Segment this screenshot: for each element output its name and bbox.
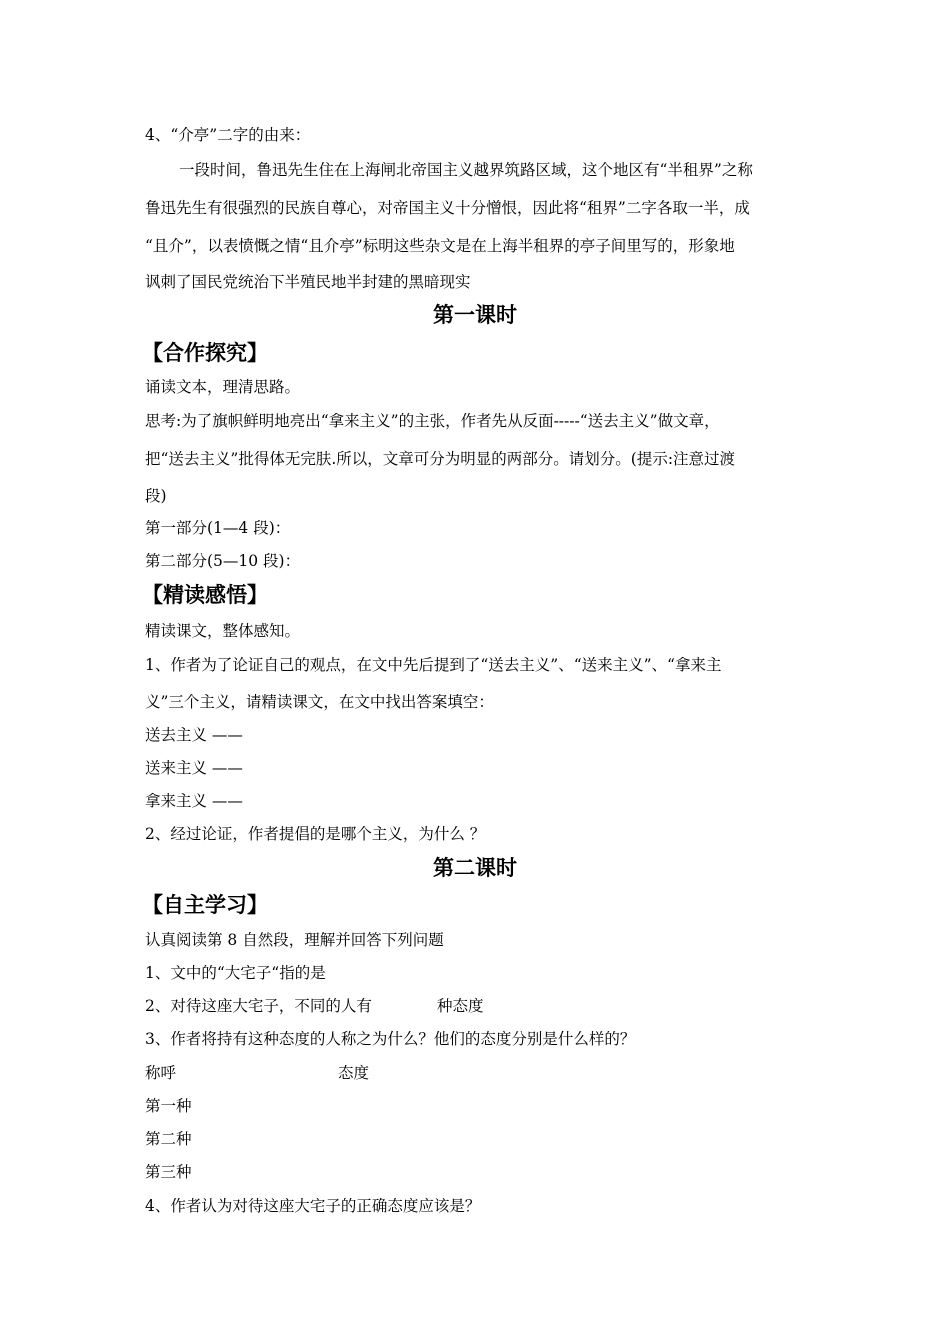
intro-paragraph-line: 鲁迅先生有很强烈的民族自尊心，对帝国主义十分憎恨，因此将“租界”二字各取一半，成 (145, 199, 750, 217)
cooperative-question-line: 段) (145, 487, 167, 505)
lesson2-title: 第二课时 (433, 856, 517, 880)
table-header-attitude: 态度 (338, 1064, 370, 1082)
close-reading-heading: 【精读感悟】 (142, 583, 268, 607)
cooperative-heading: 【合作探究】 (142, 341, 268, 365)
table-row-label: 第三种 (145, 1163, 192, 1181)
fill-item: 送来主义 —— (145, 759, 243, 777)
self-study-q1: 1、文中的“大宅子“指的是 (145, 964, 326, 982)
self-study-q4: 4、作者认为对待这座大宅子的正确态度应该是？ (145, 1197, 481, 1215)
table-header-name: 称呼 (145, 1064, 177, 1082)
table-row-label: 第一种 (145, 1097, 192, 1115)
table-row-label: 第二种 (145, 1130, 192, 1148)
intro-paragraph-line: 讽刺了国民党统治下半殖民地半封建的黑暗现实 (145, 273, 471, 291)
close-reading-instruction: 精读课文，整体感知。 (145, 622, 301, 640)
fill-item: 拿来主义 —— (145, 792, 243, 810)
close-reading-q2: 2、经过论证，作者提倡的是哪个主义，为什么 ？ (145, 825, 486, 843)
close-reading-q1-line: 义”三个主义，请精读课文，在文中找出答案填空： (145, 693, 494, 711)
self-study-q3: 3、作者将持有这种态度的人称之为什么？他们的态度分别是什么样的？ (145, 1030, 636, 1048)
cooperative-question-line: 把“送去主义”批得体无完肤.所以，文章可分为明显的两部分。请划分。(提示:注意过渡 (145, 450, 736, 468)
fill-item: 送去主义 —— (145, 726, 243, 744)
intro-paragraph-line: “且介”，以表愤慨之情“且介亭”标明这些杂文是在上海半租界的亭子间里写的，形象地 (145, 237, 735, 255)
intro-heading: 4、“介亭”二字的由来： (145, 126, 311, 144)
part2-label: 第二部分(5—10 段)： (145, 552, 301, 570)
close-reading-q1-line: 1、作者为了论证自己的观点，在文中先后提到了“送去主义”、“送来主义”、“拿来主 (145, 656, 722, 674)
cooperative-question-line: 思考:为了旗帜鲜明地亮出“拿来主义”的主张，作者先从反面-----“送去主义”做文章， (145, 412, 720, 430)
self-study-q2-prefix: 2、对待这座大宅子，不同的人有 (145, 997, 372, 1015)
intro-paragraph-line: 一段时间，鲁迅先生住在上海闸北帝国主义越界筑路区域，这个地区有“半租界”之称 (179, 161, 753, 179)
cooperative-instruction: 诵读文本，理清思路。 (145, 378, 301, 396)
part1-label: 第一部分(1—4 段)： (145, 519, 291, 537)
self-study-q2-suffix: 种态度 (437, 997, 484, 1015)
self-study-heading: 【自主学习】 (142, 893, 268, 917)
self-study-instruction: 认真阅读第 8 自然段，理解并回答下列问题 (145, 931, 444, 949)
lesson1-title: 第一课时 (433, 303, 517, 327)
